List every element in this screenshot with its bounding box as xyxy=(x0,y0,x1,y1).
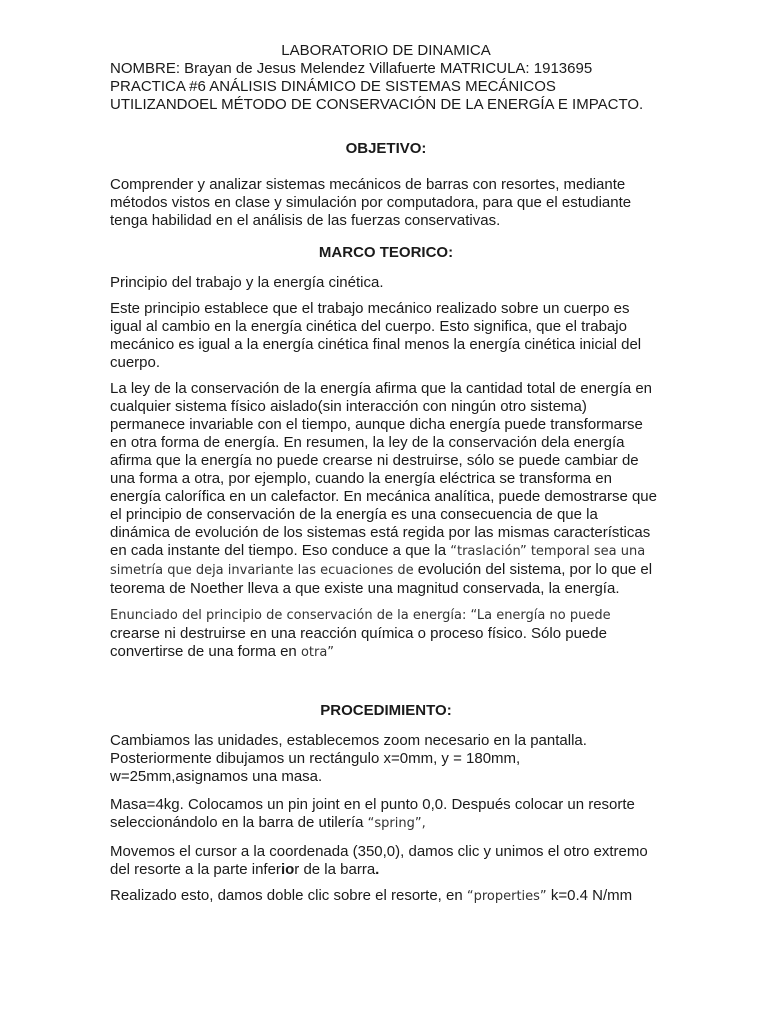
marco-paragraph-4-end: otra” xyxy=(300,645,335,660)
procedimiento-paragraph-4 xyxy=(110,887,662,906)
marco-paragraph-3 xyxy=(110,380,662,598)
marco-paragraph-4 xyxy=(110,606,662,662)
procedimiento-paragraph-3-main: Movemos el cursor a la coordenada (350,0), damos clic y unimos el otro extremo del resorte a la parte infer xyxy=(110,843,648,878)
procedimiento-heading: PROCEDIMIENTO: xyxy=(320,702,452,719)
marco-paragraph-4-main: crearse ni destruirse en una reacción química o proceso físico. Sólo puede convertirse de una forma en xyxy=(110,625,607,660)
procedimiento-paragraph-2 xyxy=(110,796,662,833)
marco-paragraph-2: Este principio establece que el trabajo mecánico realizado sobre un cuerpo es igual al cambio en la energía cinética del cuerpo. Esto significa, que el trabajo mecánico es igual a la energía cinética final menos la energía cinética inicial del cuerpo. xyxy=(110,300,642,371)
lab-title: LABORATORIO DE DINAMICA xyxy=(281,42,491,59)
procedimiento-paragraph-3-bold: io xyxy=(280,861,295,878)
marco-heading: MARCO TEORICO: xyxy=(318,244,454,261)
marco-paragraph-3-end: evolución del sistema, por lo que el teorema de Noether lleva a que existe una magnitud conservada, la energía. xyxy=(110,561,653,597)
procedimiento-paragraph-3 xyxy=(110,843,662,879)
marco-paragraph-4-intro: Enunciado del principio de conservación de la energía: “La energía no puede xyxy=(110,608,611,623)
marco-paragraph-1: Principio del trabajo y la energía cinética. xyxy=(110,274,384,291)
objetivo-text: Comprender y analizar sistemas mecánicos de barras con resortes, mediante métodos vistos en clase y simulación por computadora, para que el estudiante tenga habilidad en el análisis de las fuerzas conservativas. xyxy=(110,176,632,229)
procedimiento-paragraph-2-quote: “spring”, xyxy=(367,816,426,831)
marco-paragraph-3-main: La ley de la conservación de la energía afirma que la cantidad total de energía en cualquier sistema físico aislado(sin interacción con ningún otro sistema) permanece invariable con el tiempo, aunque dicha energía puede transformarse en otra forma de energía. En resumen, la ley de la conservación dela energía afirma que la energía no puede crearse ni destruirse, sólo se puede cambiar de una forma a otra, por ejemplo, cuando la energía eléctrica se transforma en energía calorífica en un calefactor. En mecánica analítica, puede demostrarse que el principio de conservación de la energía es una consecuencia de que la dinámica de evolución de los sistemas está regida por las mismas características en cada instante del tiempo. Eso conduce a que la xyxy=(110,380,657,559)
marco-paragraph-3-quote: “traslación” temporal sea una simetría que deja invariante las ecuaciones de xyxy=(110,544,646,578)
student-name-line: NOMBRE: Brayan de Jesus Melendez Villafuerte MATRICULA: 1913695 xyxy=(110,60,593,77)
procedimiento-paragraph-1: Cambiamos las unidades, establecemos zoom necesario en la pantalla. Posteriormente dibujamos un rectángulo x=0mm, y = 180mm, w=25mm,asignamos una masa. xyxy=(110,732,587,785)
procedimiento-paragraph-2-main: Masa=4kg. Colocamos un pin joint en el punto 0,0. Después colocar un resorte seleccionándolo en la barra de utilería xyxy=(110,796,635,831)
practice-title: PRACTICA #6 ANÁLISIS DINÁMICO DE SISTEMAS MECÁNICOS UTILIZANDOEL MÉTODO DE CONSERVACIÓN DE LA ENERGÍA E IMPACTO. xyxy=(110,78,644,113)
procedimiento-paragraph-4-main: Realizado esto, damos doble clic sobre el resorte, en xyxy=(110,887,467,904)
objetivo-heading: OBJETIVO: xyxy=(345,140,427,157)
procedimiento-paragraph-3-period: . xyxy=(375,861,380,878)
procedimiento-paragraph-4-end: k=0.4 N/mm xyxy=(546,887,633,904)
procedimiento-paragraph-3-mid: r de la barra xyxy=(294,861,376,878)
document-header xyxy=(110,42,662,114)
procedimiento-paragraph-4-quote: “properties” xyxy=(466,889,547,904)
document-page xyxy=(110,42,662,906)
